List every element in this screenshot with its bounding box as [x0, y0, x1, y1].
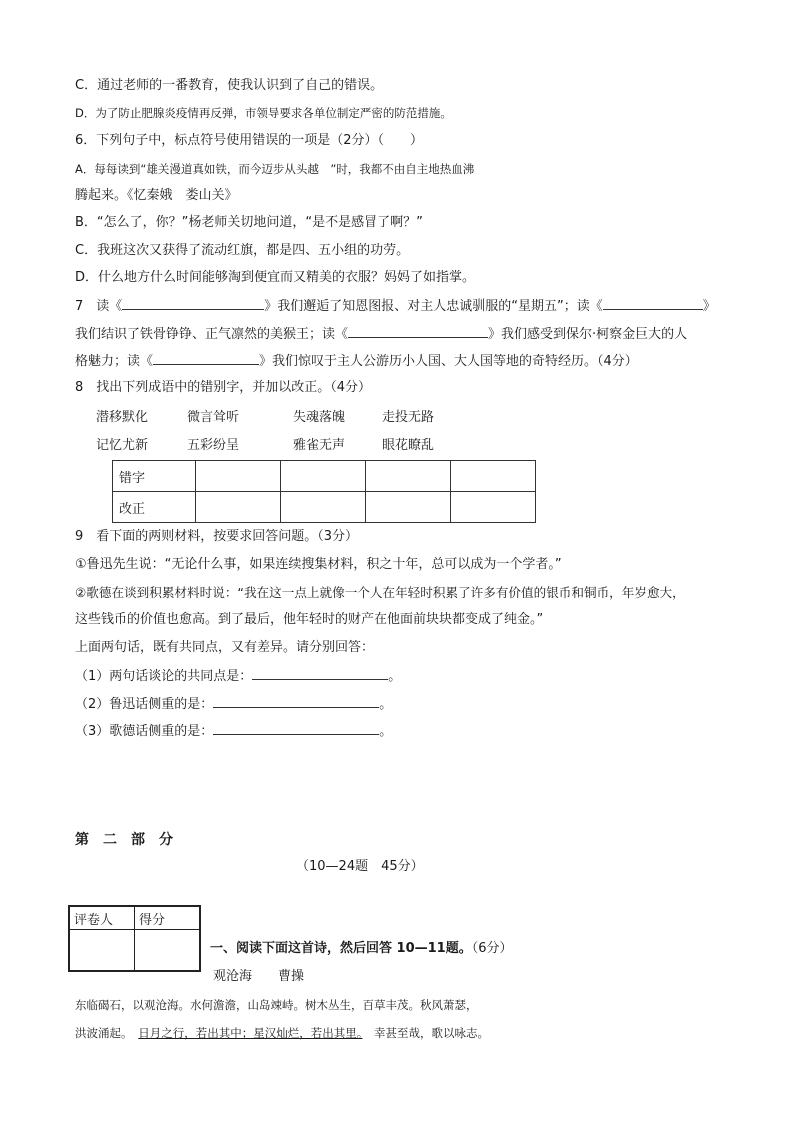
score-cell[interactable] [135, 930, 201, 972]
table-row [69, 906, 200, 930]
answer-cell[interactable] [366, 492, 451, 523]
q9-material-1: ①鲁迅先生说：“无论什么事，如果连续搜集材料，积之十年，总可以成为一个学者。” [75, 557, 562, 572]
grader-label: 评卷人 [69, 906, 135, 930]
q9-answer-1[interactable] [252, 666, 388, 680]
q9-material-2b: 这些钱币的价值也愈高。到了最后，他年轻时的财产在他面前块块都变成了纯金。” [75, 612, 544, 627]
correction-table [112, 460, 536, 523]
q7-line2 [75, 324, 687, 344]
idiom-2: 微言耸听 [187, 410, 240, 425]
q9-sub-2 [75, 694, 392, 714]
q9-sub-3 [75, 721, 392, 741]
q6-option-a-line1: A．每每读到“雄关漫道真如铁，而今迈步从头越 ”时，我都不由自主地热血沸 [75, 162, 475, 176]
section1-title: 一、阅读下面这首诗，然后回答 10—11题。 [210, 941, 472, 956]
answer-cell[interactable] [451, 492, 536, 523]
q5-option-d: D．为了防止肥腺炎疫情再反弹，市领导要求各单位制定严密的防范措施。 [75, 106, 452, 120]
poem-underlined-text: 日月之行，若出其中；星汉灿烂，若出其里。 [138, 1026, 363, 1040]
q6-option-c: C．我班这次又获得了流动红旗，都是四、五小组的功劳。 [75, 243, 410, 258]
part2-subheading: （10—24题 45分） [296, 859, 424, 874]
row-label-wrong: 错字 [113, 461, 196, 492]
q7-blank-1[interactable] [122, 296, 264, 310]
period: 。 [379, 697, 393, 712]
answer-cell[interactable] [281, 492, 366, 523]
poem-line-2c: 幸甚至哉，歌以咏志。 [374, 1026, 489, 1040]
q7-blank-4[interactable] [153, 351, 259, 365]
row-label-correct: 改正 [113, 492, 196, 523]
q7-blank-2[interactable] [603, 296, 703, 310]
score-box [68, 905, 201, 972]
idiom-6: 五彩纷呈 [187, 438, 240, 453]
q7-text-4: 我们结识了铁骨铮铮、正气凛然的美猴王；读《 [75, 327, 349, 342]
q9-sub-2-label: （2）鲁迅话侧重的是： [75, 697, 214, 712]
answer-cell[interactable] [196, 461, 281, 492]
idiom-4: 走投无路 [382, 410, 435, 425]
answer-cell[interactable] [281, 461, 366, 492]
section1-title-line [210, 940, 513, 958]
poem-line-1: 东临碣石，以观沧海。水何澹澹，山岛竦峙。树木丛生，百草丰茂。秋风萧瑟， [75, 998, 478, 1012]
table-row [113, 461, 536, 492]
section1-points: （6分） [471, 941, 513, 956]
q9-sub-1-label: （1）两句话谈论的共同点是： [75, 669, 253, 684]
answer-cell[interactable] [451, 461, 536, 492]
q5-option-c: C．通过老师的一番教育，使我认识到了自己的错误。 [75, 78, 384, 93]
part2-heading: 第 二 部 分 [75, 832, 173, 848]
q9-sub-3-label: （3）歌德话侧重的是： [75, 724, 214, 739]
score-label: 得分 [135, 906, 201, 930]
q9-answer-3[interactable] [213, 721, 379, 735]
idiom-7: 雅雀无声 [293, 438, 346, 453]
q9-stem: 9 看下面的两则材料，按要求回答问题。（3分） [75, 529, 359, 544]
q6-option-a-line2: 腾起来。《忆秦娥 娄山关》 [75, 188, 238, 203]
q7-text-2: 》我们邂逅了知恩图报、对主人忠诚驯服的“星期五”；读《 [264, 299, 603, 314]
q7-text-7: 》我们惊叹于主人公游历小人国、大人国等地的奇特经历。（4分） [259, 354, 638, 369]
idiom-3: 失魂落魄 [293, 410, 346, 425]
grader-cell[interactable] [69, 930, 135, 972]
poem-title: 观沧海 曹操 [213, 969, 305, 984]
idiom-5: 记忆尤新 [96, 438, 149, 453]
q9-intro: 上面两句话，既有共同点，又有差异。请分别回答： [75, 640, 375, 655]
q9-sub-1 [75, 666, 401, 686]
answer-cell[interactable] [366, 461, 451, 492]
table-row [113, 492, 536, 523]
q7-blank-3[interactable] [348, 324, 488, 338]
poem-line-2 [75, 1024, 489, 1042]
q7-line1 [75, 296, 716, 316]
q7-text-3: 》 [702, 299, 716, 314]
q6-stem: 6．下列句子中，标点符号使用错误的一项是（2分）（ ） [75, 133, 424, 148]
q9-answer-2[interactable] [213, 694, 379, 708]
q7-line3 [75, 351, 638, 371]
q9-material-2a: ②歌德在谈到积累材料时说：“我在这一点上就像一个人在年轻时积累了许多有价值的银币和铜币，年岁愈大， [75, 585, 685, 600]
q8-stem: 8 找出下列成语中的错别字，并加以改正。（4分） [75, 380, 372, 395]
q7-text-6: 格魅力；读《 [75, 354, 154, 369]
q6-option-d: D．什么地方什么时间能够淘到便宜而又精美的衣服？妈妈了如指掌。 [75, 270, 476, 285]
q6-option-b: B．“怎么了，你？”杨老师关切地问道，“是不是感冒了啊？” [75, 215, 423, 230]
period: 。 [388, 669, 402, 684]
q7-text-1: 7 读《 [75, 299, 123, 314]
poem-line-2a: 洪波涌起。 [75, 1026, 127, 1040]
table-row [69, 930, 200, 972]
q7-text-5: 》我们感受到保尔·柯察金巨大的人 [488, 327, 688, 342]
idiom-1: 潜移默化 [96, 410, 149, 425]
answer-cell[interactable] [196, 492, 281, 523]
idiom-8: 眼花瞭乱 [382, 438, 435, 453]
period: 。 [379, 724, 393, 739]
